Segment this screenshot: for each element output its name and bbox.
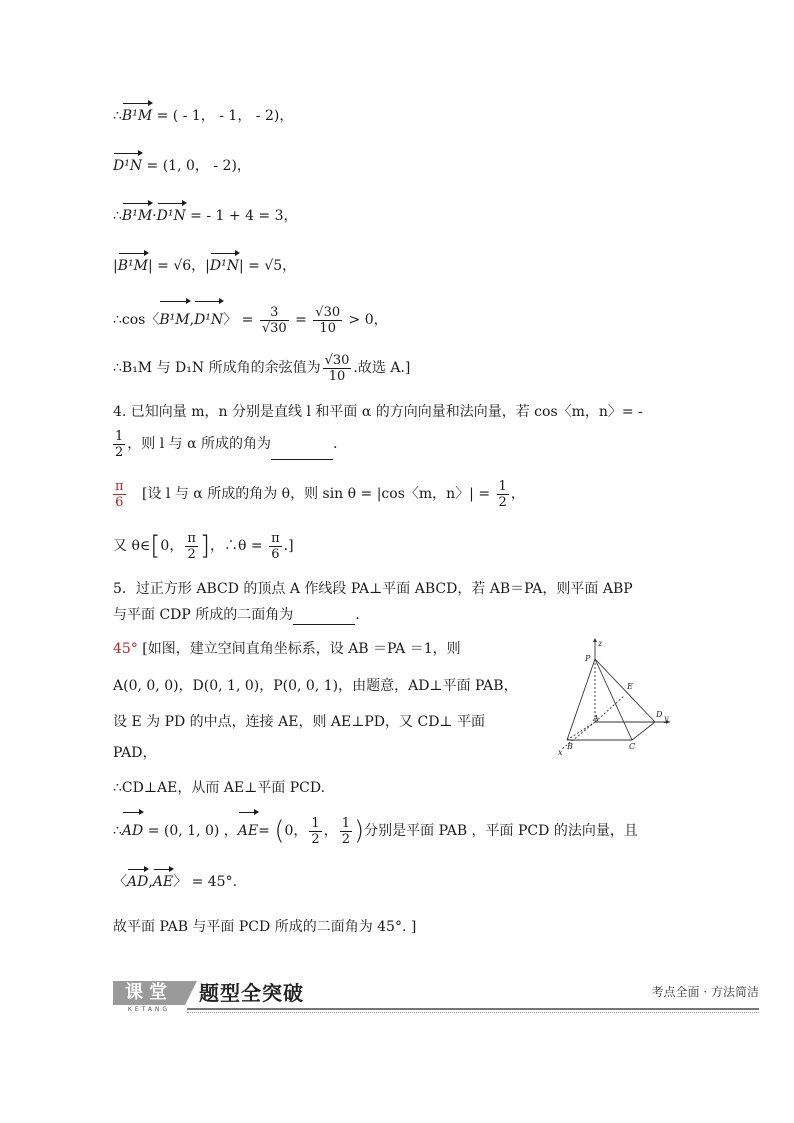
vector-ad: AD (122, 815, 143, 847)
left-bracket: [ (150, 531, 161, 561)
answer-5-line-1 (113, 639, 461, 659)
answer-5-line-2: A(0, 0, 0)，D(0, 1, 0)，P(0, 0, 1)，由题意，AD⊥平面 PAB， (113, 678, 518, 694)
edge-pd (595, 659, 655, 722)
fraction-1-2 (113, 429, 125, 460)
vector-b1m: B¹M (159, 304, 189, 336)
denominator: 10 (328, 368, 346, 384)
section-rule (187, 1008, 759, 1010)
equals: 〉 = (223, 312, 258, 328)
denominator: 2 (311, 831, 320, 847)
angle-bracket-left: 〈 (113, 874, 127, 890)
magnitude-b1m: | = √6，| (147, 258, 210, 274)
conclusion-text: ∴B₁M 与 D₁N 所成角的余弦值为 (113, 360, 321, 376)
answer-choice: .故选 A.] (353, 360, 411, 376)
left-paren: ( (274, 816, 285, 846)
denominator: 2 (498, 494, 507, 510)
line-b1m (113, 106, 293, 126)
answer-5-line-3: 设 E 为 PD 的中点，连接 AE，则 AE⊥PD，又 CD⊥ 平面 (113, 714, 486, 730)
range-start: 0， (160, 538, 184, 554)
line-dot-product (113, 206, 298, 226)
numerator: π (271, 530, 280, 546)
vector-b1m-value: = ( - 1， - 1， - 2)， (152, 108, 294, 124)
line-d1n (113, 156, 251, 176)
period: . (333, 436, 338, 452)
greater-than-zero: > 0， (344, 312, 388, 328)
therefore-symbol: ∴ (113, 108, 122, 124)
section-badge: 课堂 (113, 981, 185, 1005)
numerator: 1 (498, 478, 507, 494)
answer-4-line-2 (113, 530, 294, 562)
dot-operator: · (152, 208, 157, 224)
label-b: B (567, 742, 573, 751)
line-conclusion-q3 (113, 352, 410, 384)
edge-cd (632, 722, 655, 740)
therefore-symbol: ∴ (113, 208, 122, 224)
numerator: 1 (341, 815, 350, 831)
fraction-1-2 (497, 479, 509, 510)
numerator: π (187, 530, 196, 546)
answer-5-line-6 (113, 815, 638, 847)
vector-ad: AD (127, 874, 149, 890)
label-p: P (585, 654, 591, 663)
numerator: 1 (115, 428, 124, 444)
comma: ， (510, 486, 525, 502)
fraction-sqrt30-10 (313, 305, 342, 336)
section-title: 题型全突破 (199, 981, 304, 1005)
vector-ae: AE (238, 815, 258, 847)
label-x: x (558, 748, 563, 757)
comma: , (189, 312, 195, 328)
fraction-3-sqrt30 (260, 305, 289, 336)
edge-ab (567, 722, 595, 740)
vector-ae: AE (152, 874, 174, 890)
magnitude-d1n: | = √5， (238, 258, 297, 274)
vector-d1n: D¹N (209, 258, 239, 274)
section-rule-dotted (187, 1012, 759, 1013)
denominator: √30 (261, 320, 287, 336)
numerator: √30 (324, 352, 350, 368)
answer-4-explanation: [设 l 与 α 所成的角为 θ，则 sin θ = |cos〈m，n〉| = (142, 486, 495, 502)
normal-vectors-text: 分别是平面 PAB ，平面 PCD 的法向量，且 (364, 823, 638, 839)
badge-corner (185, 981, 197, 1005)
numerator: π (115, 478, 124, 494)
angle-value: 〉 = 45°. (173, 874, 238, 890)
therefore-theta: ，∴θ = (210, 538, 268, 554)
section-header (113, 981, 759, 1019)
line-magnitudes (113, 256, 296, 276)
comma: , (148, 874, 153, 890)
vector-d1n: D¹N (156, 208, 186, 224)
numerator: 1 (311, 815, 320, 831)
answer-5-value: 45° (113, 641, 138, 657)
question-5-text: 与平面 CDP 所成的二面角为 (113, 607, 294, 623)
theta-range-label: 又 θ∈ (113, 538, 151, 554)
abs-bar: | (113, 258, 118, 274)
fraction-pi-6 (269, 531, 282, 562)
comma: ， (323, 823, 338, 839)
section-note: 考点全面 · 方法简洁 (651, 985, 759, 999)
fraction-pi-2 (185, 531, 198, 562)
pyramid-figure (552, 637, 680, 757)
answer-5-conclusion: 故平面 PAB 与平面 PCD 所成的二面角为 45°. ] (113, 919, 417, 935)
vector-d1n: D¹N (194, 304, 223, 336)
fraction-1-2 (309, 816, 321, 847)
label-c: C (629, 742, 636, 751)
period: . (355, 607, 360, 623)
section-badge-subtitle: KETANG (127, 1006, 171, 1013)
line-cos (113, 304, 388, 336)
label-y: y (664, 714, 669, 723)
question-4-line-1: 4. 已知向量 m，n 分别是直线 l 和平面 α 的方向向量和法向量，若 cos〈m，n〉= - (113, 404, 643, 420)
answer-5-line-4: PAD， (113, 745, 157, 761)
answer-5-line-7 (113, 872, 237, 892)
answer-5-line-5: ∴CD⊥AE，从而 AE⊥平面 PCD. (113, 780, 326, 796)
answer-blank (293, 610, 355, 625)
therefore-symbol: ∴ (113, 823, 122, 839)
question-4-text: ，则 l 与 α 所成的角为 (127, 436, 272, 452)
answer-5-text: [如图，建立空间直角坐标系，设 AB ＝PA ＝1，则 (137, 641, 461, 657)
denominator: 10 (319, 320, 336, 336)
fraction-sqrt30-10 (323, 353, 352, 384)
cos-label: ∴cos〈 (113, 312, 160, 328)
numerator: 3 (260, 305, 289, 321)
denominator: 6 (115, 494, 124, 510)
vector-ad-value: = (0, 1, 0) ， (143, 823, 238, 839)
label-d: D (656, 710, 663, 719)
denominator: 2 (341, 831, 350, 847)
dot-product-value: = - 1 + 4 = 3， (185, 208, 298, 224)
denominator: 6 (271, 546, 280, 562)
label-a: A (593, 714, 599, 723)
vector-d1n-value: = (1, 0， - 2)， (142, 158, 251, 174)
denominator: 2 (187, 546, 196, 562)
answer-4-value (113, 479, 126, 510)
answer-blank (271, 445, 333, 460)
closing: .] (283, 538, 294, 554)
label-z: z (598, 639, 603, 648)
fraction-1-2 (340, 816, 352, 847)
right-bracket: ] (199, 531, 211, 561)
right-paren: ) (353, 816, 365, 846)
equals: = (258, 823, 275, 839)
label-e: E (627, 682, 633, 691)
vector-b1m: B¹M (121, 208, 153, 224)
numerator: √30 (315, 304, 341, 320)
coord-0: 0， (284, 823, 308, 839)
vector-b1m: B¹M (117, 258, 148, 274)
edge-pc (595, 659, 632, 740)
vector-b1m: B¹M (121, 108, 153, 124)
question-5-line-1: 5．过正方形 ABCD 的顶点 A 作线段 PA⊥平面 ABCD，若 AB＝PA，则平面 ABP (113, 581, 633, 597)
answer-4-line-1 (113, 478, 525, 510)
equals: = (290, 312, 312, 328)
vector-d1n: D¹N (113, 158, 143, 174)
question-4-line-2 (113, 428, 337, 460)
edge-pb (567, 659, 595, 740)
z-arrow-icon (593, 638, 597, 642)
segment-ae (595, 696, 624, 722)
question-5-line-2 (113, 605, 360, 625)
denominator: 2 (115, 444, 124, 460)
